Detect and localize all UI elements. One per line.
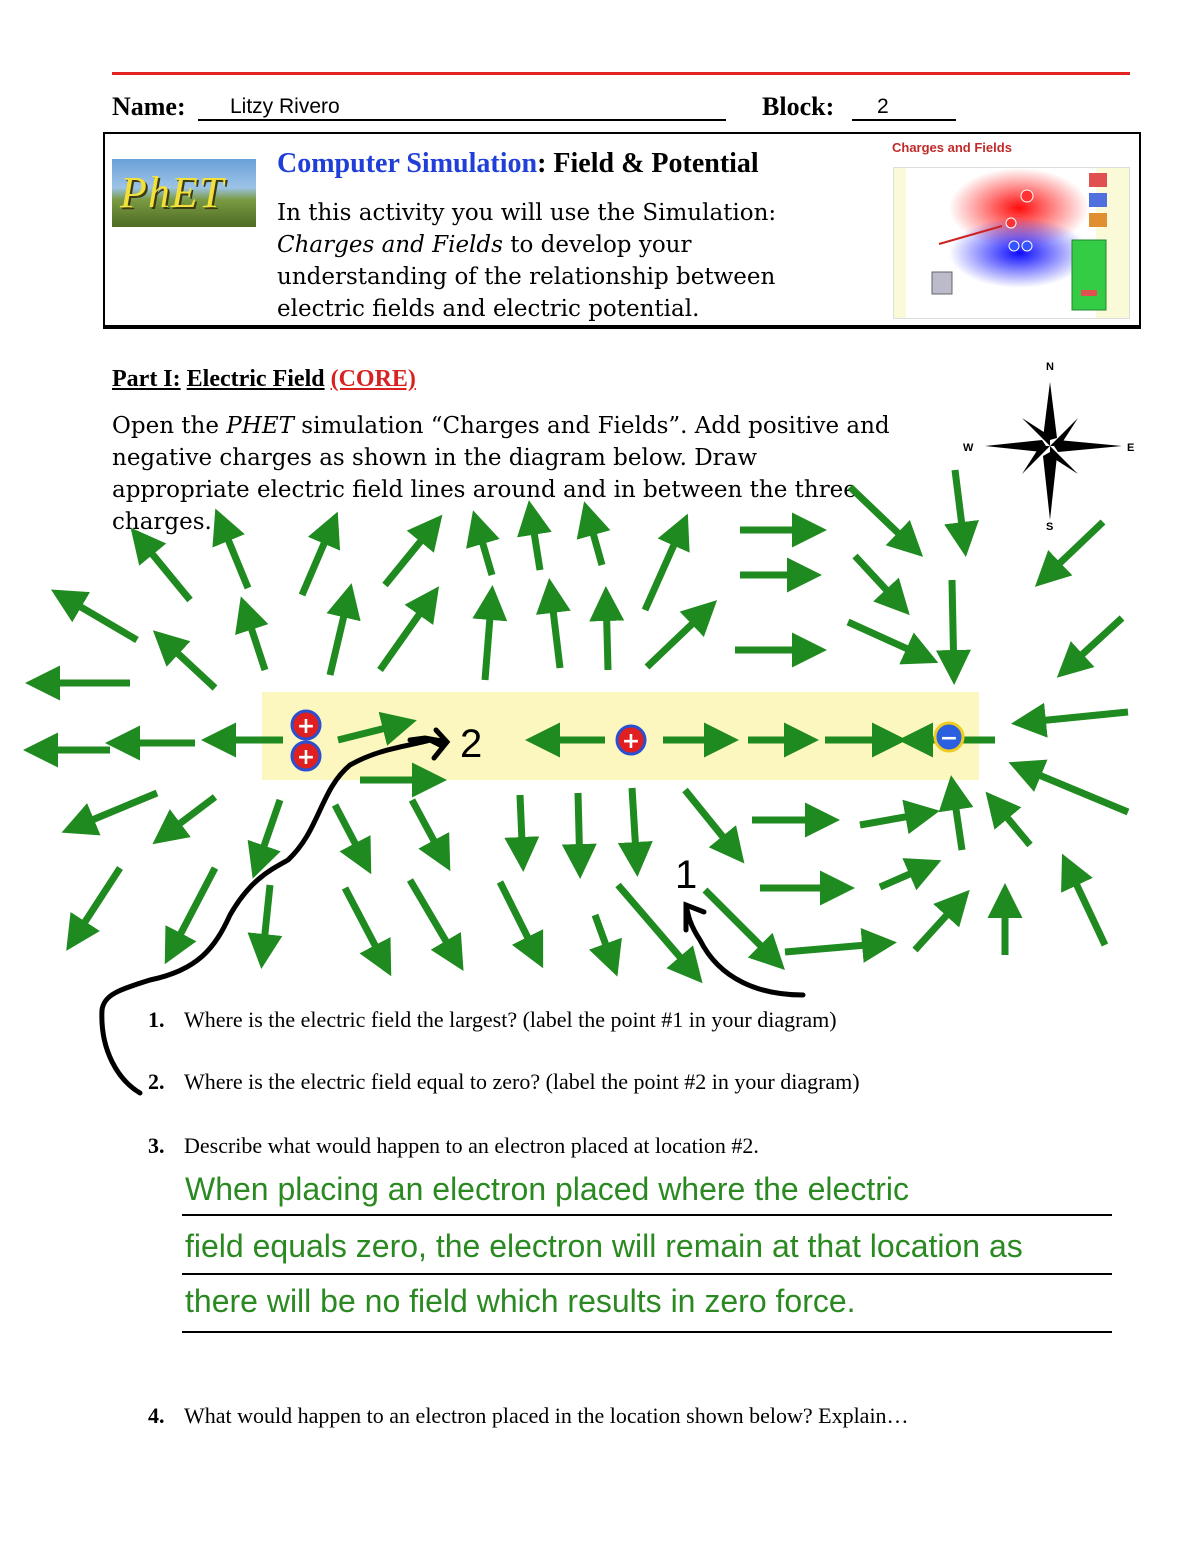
positive-charge-icon: [292, 742, 320, 770]
compass-s: S: [1046, 521, 1054, 533]
part-instructions: Open the PHET simulation “Charges and Fields”. Add positive and negative charges as shown in the diagram below. Draw appropriate electric field lines around and in between the three charges.: [112, 413, 890, 535]
field-arrow: [632, 788, 637, 870]
field-arrow: [302, 518, 335, 595]
compass-e: E: [1127, 442, 1135, 454]
field-arrow: [410, 880, 460, 965]
activity-description: In this activity you will use the Simulation: Charges and Fields to develop your understanding of the relationship between electric fields and electric potential.: [277, 200, 777, 322]
field-arrow: [955, 470, 965, 550]
question-2: 2. Where is the electric field equal to zero? (label the point #2 in your diagram): [148, 1069, 860, 1094]
field-arrow: [952, 782, 962, 850]
field-arrow: [1062, 618, 1122, 673]
answer-rule-2: [182, 1273, 1112, 1275]
field-arrow: [168, 868, 215, 958]
field-arrow: [647, 605, 712, 667]
question-4: 4. What would happen to an electron placed in the location shown below? Explain…: [148, 1403, 909, 1428]
answer-line-3: there will be no field which results in zero force.: [185, 1283, 856, 1319]
answer-rule-1: [182, 1214, 1112, 1216]
field-arrow: [586, 508, 602, 565]
field-arrow: [135, 533, 190, 600]
field-arrow: [68, 793, 157, 830]
field-arrow: [520, 795, 523, 865]
field-arrow: [255, 800, 280, 872]
question-3: 3. Describe what would happen to an electron placed at location #2.: [148, 1133, 759, 1158]
positive-charge-icon: [617, 726, 645, 754]
field-arrow: [158, 635, 215, 688]
top-red-rule: [112, 72, 1130, 75]
field-arrow: [218, 515, 248, 588]
block-value: 2: [877, 95, 889, 118]
field-arrow: [412, 800, 447, 865]
negative-charge-icon: [935, 723, 963, 751]
field-arrow: [860, 812, 933, 825]
sim-title: Charges and Fields: [892, 140, 1012, 155]
svg-text:+: +: [621, 729, 641, 754]
svg-text:−: −: [939, 726, 959, 751]
field-arrow: [475, 517, 492, 575]
name-label: Name:: [112, 92, 186, 121]
svg-text:+: +: [296, 745, 316, 770]
compass-w: W: [963, 442, 974, 454]
field-arrow: [330, 590, 350, 675]
field-arrow: [530, 507, 540, 570]
field-arrow: [578, 793, 580, 872]
field-arrow: [595, 915, 615, 970]
field-arrow: [645, 520, 685, 610]
name-value: Litzy Rivero: [230, 95, 340, 118]
field-arrow: [57, 593, 137, 640]
answer-rule-3: [182, 1331, 1112, 1333]
field-arrow: [880, 863, 935, 887]
label-2: 2: [460, 722, 483, 766]
activity-title: Computer Simulation: Field & Potential: [277, 148, 759, 179]
field-arrow: [335, 805, 368, 868]
field-arrow: [485, 592, 492, 680]
field-arrow: [952, 580, 954, 678]
answer-line-1: When placing an electron placed where the electric: [185, 1171, 909, 1207]
field-arrow: [1015, 765, 1128, 812]
field-arrow: [500, 882, 540, 962]
field-arrow: [1018, 712, 1128, 723]
compass-icon: [963, 361, 1134, 533]
field-arrow: [848, 622, 932, 660]
answer-line-2: field equals zero, the electron will remain at that location as: [185, 1228, 1023, 1264]
block-underline: [852, 119, 956, 121]
field-arrow: [606, 593, 608, 670]
field-arrow: [1065, 860, 1105, 945]
field-arrow: [262, 885, 270, 962]
name-underline: [198, 119, 726, 121]
field-arrow: [785, 943, 890, 952]
question-1: 1. Where is the electric field the largest? (label the point #1 in your diagram): [148, 1007, 837, 1032]
field-diagram: [0, 350, 1200, 1110]
phet-logo: PhET: [112, 159, 256, 227]
field-arrow: [990, 797, 1030, 845]
part-heading: Part I: Electric Field (CORE): [112, 366, 416, 392]
simulation-screenshot: [893, 167, 1130, 319]
field-arrow: [243, 603, 265, 670]
field-arrow: [70, 868, 120, 945]
block-label: Block:: [762, 92, 835, 121]
field-arrow: [915, 895, 965, 950]
field-arrow: [385, 520, 438, 585]
positive-charge-icon: [292, 711, 320, 739]
field-arrow: [850, 487, 918, 552]
field-arrow: [380, 592, 435, 670]
svg-text:+: +: [296, 714, 316, 739]
field-arrow: [345, 888, 388, 970]
label-1: 1: [675, 853, 698, 897]
field-arrow: [685, 790, 740, 858]
field-arrow: [855, 556, 905, 610]
compass-n: N: [1046, 361, 1054, 373]
field-arrow: [158, 797, 215, 840]
field-arrow: [705, 890, 780, 965]
field-arrow: [550, 585, 560, 668]
